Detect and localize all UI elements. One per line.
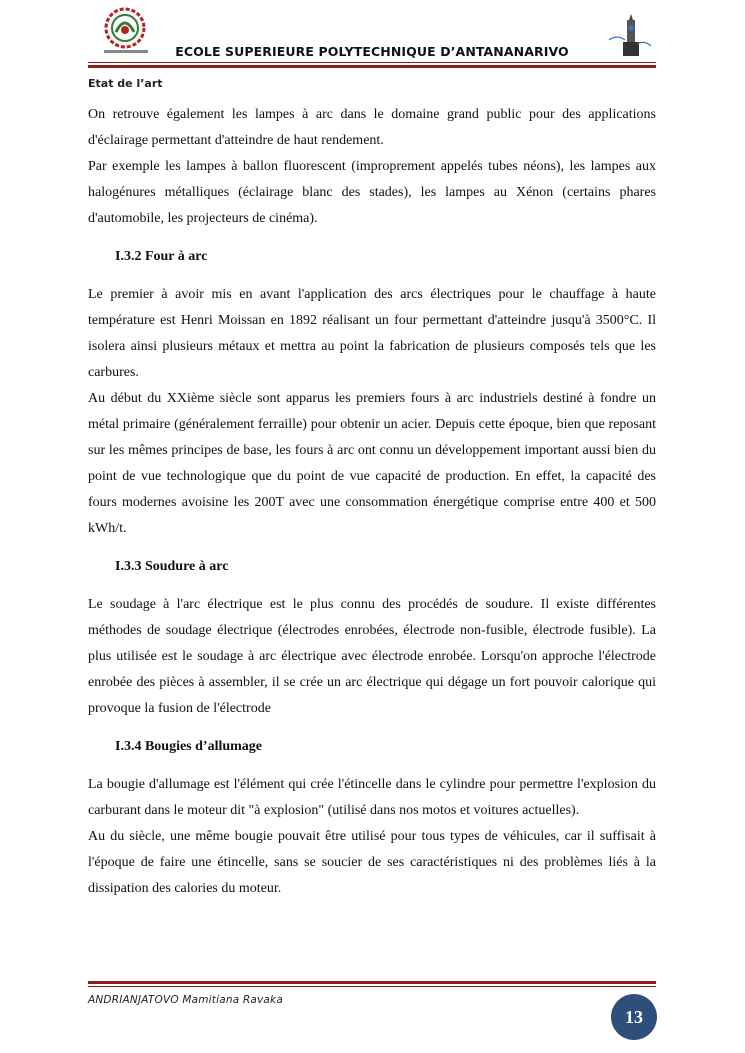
body-paragraph: Le soudage à l'arc électrique est le plus connu des procédés de soudure. Il existe différentes méthodes de soudage électrique (électrodes enrobées, électrode non-fusible, électrode fusible). La plus utilisée est le soudage à arc électrique avec électrode enrobée. Lorsqu'on approche l'électrode enrobée des pièces à assembler, il se crée un arc électrique qui dégage un fort pouvoir calorique qui provoque la fusion de l'électrode xyxy=(88,597,656,716)
school-title: ECOLE SUPERIEURE POLYTECHNIQUE D’ANTANANARIVO xyxy=(175,44,569,59)
footer-divider xyxy=(88,981,656,984)
page-number-badge: 13 xyxy=(611,994,657,1040)
footer-divider-thin xyxy=(88,986,656,987)
section-heading: I.3.4 Bougies d’allumage xyxy=(115,739,263,754)
header-divider-thin xyxy=(88,62,656,63)
body-paragraph: Au début du XXième siècle sont apparus les premiers fours à arc industriels destiné à fondre un métal primaire (généralement ferraille) pour obtenir un acier. Depuis cette époque, bien que reposant sur les mêmes principes de base, les fours à arc ont connu un développement important aussi bien du point de vue technologique que du point de vue capacité de production. En effet, la capacité des fours modernes avoisine les 200T avec une consommation énergétique comprise entre 400 et 500 kWh/t. xyxy=(88,391,656,536)
header-divider xyxy=(88,65,656,68)
body-paragraph: On retrouve également les lampes à arc dans le domaine grand public pour des applications d'éclairage permettant d'atteindre de haut rendement. xyxy=(88,107,656,148)
body-paragraph: La bougie d'allumage est l'élément qui crée l'étincelle dans le cylindre pour permettre l'explosion du carburant dans le moteur dit "à explosion" (utilisé dans nos motos et voitures actuelles). xyxy=(88,777,656,818)
body-paragraph: Au du siècle, une même bougie pouvait être utilisé pour tous types de véhicules, car il suffisait à l'époque de faire une étincelle, sans se soucier de ses caractéristiques ni des problèmes liés à la dissipation des calories du moteur. xyxy=(88,829,656,896)
body-paragraph: Par exemple les lampes à ballon fluorescent (improprement appelés tubes néons), les lampes aux halogénures métalliques (éclairage blanc des stades), les lampes au Xénon (certains phares d'automobile, les projecteurs de cinéma). xyxy=(88,159,656,226)
section-heading: I.3.2 Four à arc xyxy=(115,249,208,264)
running-section-label: Etat de l’art xyxy=(88,77,163,90)
page-body xyxy=(88,102,656,902)
author-name: ANDRIANJATOVO Mamitiana Ravaka xyxy=(88,994,283,1006)
body-paragraph: Le premier à avoir mis en avant l'application des arcs électriques pour le chauffage à haute température est Henri Moissan en 1892 réalisant un four permettant d'atteindre jusqu'à 3500°C. Il isolera ainsi plusieurs métaux et mettra au point la fabrication de plusieurs composés tels que les carbures. xyxy=(88,287,656,380)
section-heading: I.3.3 Soudure à arc xyxy=(115,559,229,574)
